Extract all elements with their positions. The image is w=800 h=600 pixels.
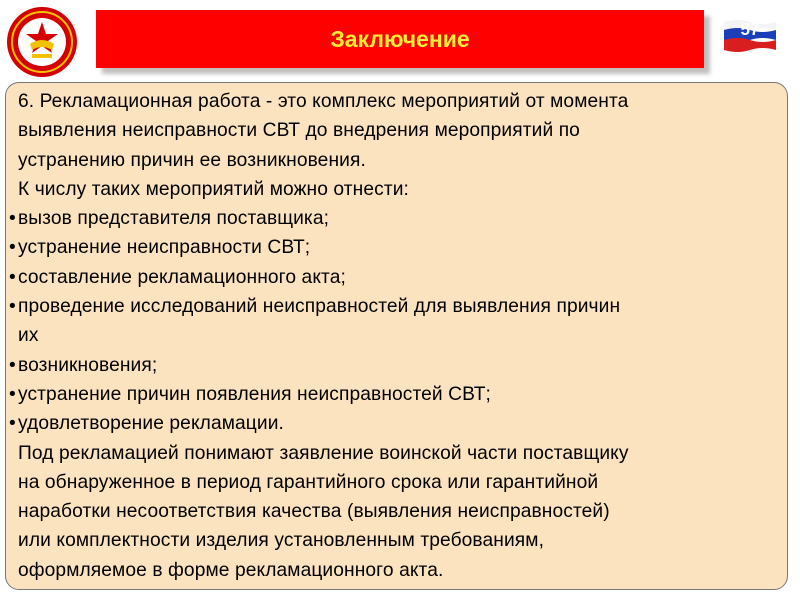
text-line: Под рекламацией понимают заявление воинской части поставщику <box>18 442 629 464</box>
list-item <box>9 263 788 292</box>
list-item <box>9 409 788 438</box>
bullet-marker: • <box>9 208 16 230</box>
list-item-text: устранение неисправности СВТ; <box>18 237 311 259</box>
bullet-marker: • <box>9 383 16 405</box>
content-text <box>9 87 788 585</box>
text-line: на обнаруженное в период гарантийного срока или гарантийной <box>18 471 599 493</box>
list-item-text: возникновения; <box>18 354 158 376</box>
list-item <box>9 204 788 233</box>
text-line: устранению причин ее возникновения. <box>18 149 366 171</box>
list-item-text: устранение причин появления неисправностей СВТ; <box>18 383 491 405</box>
bullet-marker: • <box>9 266 16 288</box>
list-item <box>9 233 788 262</box>
list-item <box>9 321 788 350</box>
bullet-marker: • <box>9 296 16 318</box>
page-title: Заключение <box>330 25 470 52</box>
list-item <box>9 351 788 380</box>
list-item-text: вызов представителя поставщика; <box>18 208 330 230</box>
bullet-marker: • <box>9 354 16 376</box>
text-line: наработки несоответствия качества (выявления неисправностей) <box>18 501 610 523</box>
list-item <box>9 380 788 409</box>
academy-emblem-icon <box>6 6 78 78</box>
list-item-text: их <box>18 325 39 347</box>
text-line: К числу таких мероприятий можно отнести: <box>18 178 409 200</box>
bullet-marker: • <box>9 413 16 435</box>
content-panel <box>5 82 788 590</box>
list-item-text: проведение исследований неисправностей для выявления причин <box>18 296 621 318</box>
text-line: 6. Рекламационная работа - это комплекс мероприятий от момента <box>18 91 629 112</box>
bullet-marker: • <box>9 237 16 259</box>
title-bar <box>96 10 704 68</box>
list-item-text: составление рекламационного акта; <box>18 266 346 288</box>
slide-number: 57 <box>740 20 760 39</box>
text-line: оформляемое в форме рекламационного акта. <box>18 559 444 581</box>
list-item-text: удовлетворение рекламации. <box>18 413 284 435</box>
text-line: выявления неисправности СВТ до внедрения мероприятий по <box>18 120 580 142</box>
text-line: или комплектности изделия установленным требованиям, <box>18 530 545 552</box>
list-item <box>9 292 788 321</box>
